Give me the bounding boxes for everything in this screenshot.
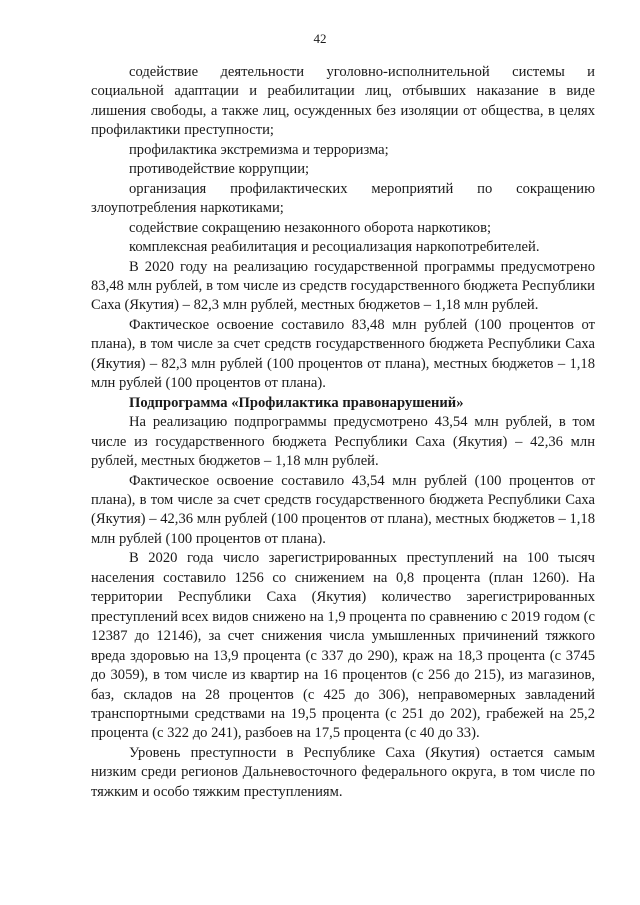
paragraph-list-item-corruption: противодействие коррупции; xyxy=(129,161,310,178)
paragraph-crime-level: Уровень преступности в Республике Саха (Якутия) остается самым низким среди регионов Дальневосточного федерального округа, в том числе по тяжким и особо тяжким преступлениям. xyxy=(91,744,595,800)
paragraph-list-item-drug-trafficking: содействие сокращению незаконного оборота наркотиков; xyxy=(129,219,492,236)
paragraph-list-item-extremism: профилактика экстремизма и терроризма; xyxy=(129,141,389,158)
paragraph-crime-statistics: В 2020 года число зарегистрированных преступлений на 100 тысяч населения составило 1256 со снижением на 0,8 процента (план 1260). На территории Республики Саха (Якутия) количество зарегистрированных преступлений всех видов снижено на 1,9 процента по сравнению с 2019 годом (с 12387 до 12146), за счет снижения числа умышленных причинений тяжкого вреда здоровью на 13,9 процента (с 337 до 290), краж на 18,3 процента (с 3745 до 3059), в том числе из квартир на 16 процентов (с 256 до 215), из магазинов, баз, складов на 28 процентов (с 425 до 306), неправомерных завладений транспортными средствами на 19,5 процента (с 251 до 202), грабежей на 25,2 процента (с 322 до 241), разбоев на 17,5 процента (с 40 до 33). xyxy=(91,550,595,742)
document-body xyxy=(91,63,595,802)
subprogram-heading: Подпрограмма «Профилактика правонарушений» xyxy=(129,394,464,411)
paragraph-list-item-penitentiary: содействие деятельности уголовно-исполнительной системы и социальной адаптации и реабилитации лиц, отбывших наказание в виде лишения свободы, а также лиц, осужденных без изоляции от общества, в целях профилактики преступности; xyxy=(91,64,595,139)
paragraph-list-item-drug-prevention: организация профилактических мероприятий по сокращению злоупотребления наркотиками; xyxy=(91,180,595,217)
paragraph-program-actual: Фактическое освоение составило 83,48 млн рублей (100 процентов от плана), в том числе за счет средств государственного бюджета Республики Саха (Якутия) – 82,3 млн рублей (100 процентов от плана), местных бюджетов – 1,18 млн рублей (100 процентов от плана). xyxy=(91,316,595,392)
paragraph-subprogram-funding: На реализацию подпрограммы предусмотрено 43,54 млн рублей, в том числе из государственного бюджета Республики Саха (Якутия) – 42,36 млн рублей, местных бюджетов – 1,18 млн рублей. xyxy=(91,414,595,470)
paragraph-list-item-rehabilitation: комплексная реабилитация и ресоциализация наркопотребителей. xyxy=(129,239,540,256)
paragraph-subprogram-actual: Фактическое освоение составило 43,54 млн рублей (100 процентов от плана), в том числе за счет средств государственного бюджета Республики Саха (Якутия) – 42,36 млн рублей (100 процентов от плана), местных бюджетов – 1,18 млн рублей (100 процентов от плана). xyxy=(91,472,595,547)
paragraph-program-funding: В 2020 году на реализацию государственной программы предусмотрено 83,48 млн рублей, в том числе из средств государственного бюджета Республики Саха (Якутия) – 82,3 млн рублей, местных бюджетов – 1,18 млн рублей. xyxy=(91,258,595,314)
page-number: 42 xyxy=(313,31,327,46)
